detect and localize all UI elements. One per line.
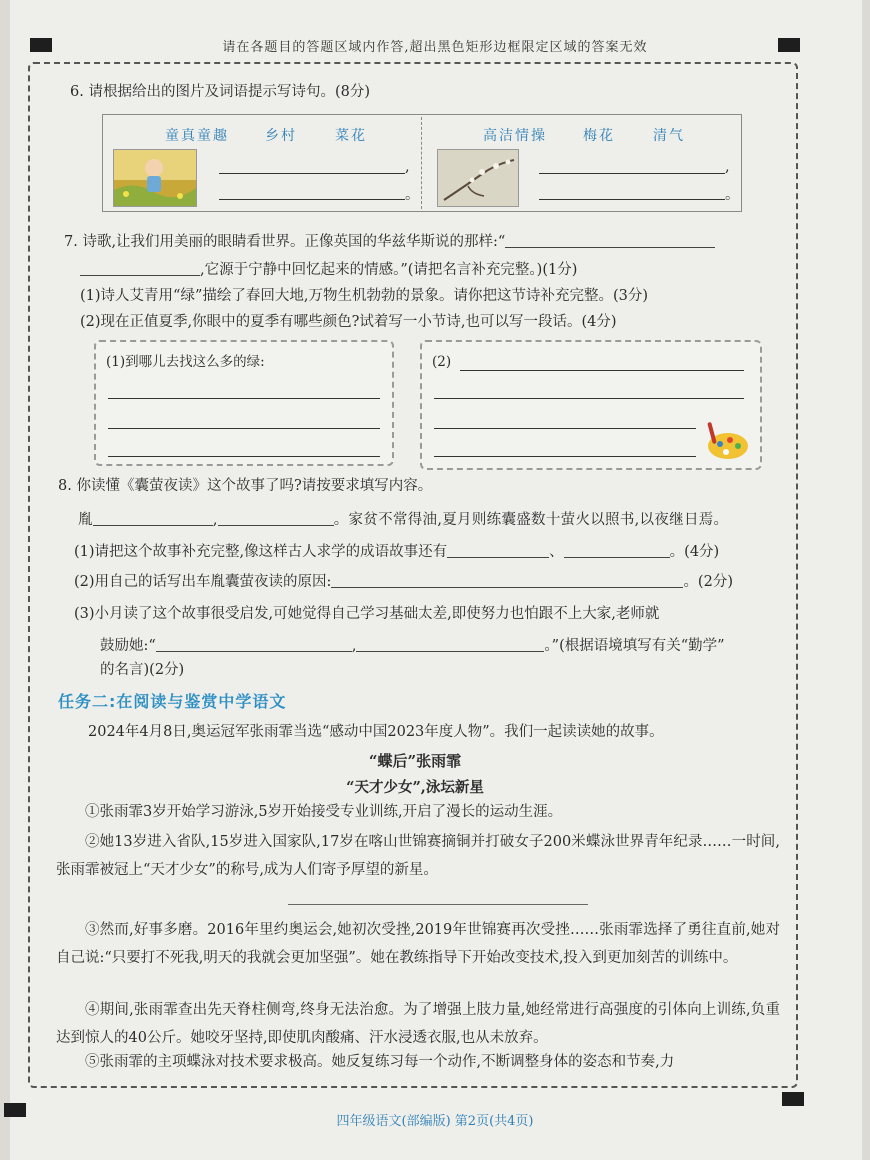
q7-sub2: (2)现在正值夏季,你眼中的夏季有哪些颜色?试着写一小节诗,也可以写一段话。(4分) [80, 314, 617, 330]
answer-area-notice: 请在各题目的答题区域内作答,超出黑色矩形边框限定区域的答案无效 [222, 40, 648, 55]
q8-sub1-sep: 、 [549, 544, 564, 560]
q7-box2-line[interactable] [460, 370, 744, 371]
q6-keyword: 高洁情操 [483, 128, 547, 144]
plum-blossom-picture [437, 149, 519, 207]
palette-icon [704, 420, 750, 462]
q7-stem-text: ,它源于宁静中回忆起来的情感。”(请把名言补充完整。)(1分) [200, 262, 578, 278]
q7-stem-cont [80, 260, 577, 280]
child-in-field-picture [113, 149, 197, 207]
q7-box2-line[interactable] [434, 428, 696, 429]
article-title: “蝶后”张雨霏 [368, 752, 462, 770]
q6-tip-box [102, 114, 742, 212]
q8-story-blank[interactable] [218, 511, 334, 526]
q6-keyword: 清气 [653, 128, 685, 144]
task2-intro: 2024年4月8日,奥运冠军张雨霏当选“感动中国2023年度人物”。我们一起读读她的故事。 [88, 724, 664, 740]
q6-answer-line[interactable] [539, 199, 725, 200]
q8-quote-blank[interactable] [156, 637, 352, 652]
q6-keyword: 童真童趣 [165, 128, 229, 144]
q6-answer-line[interactable] [539, 173, 725, 174]
q7-sub1: (1)诗人艾青用“绿”描绘了春回大地,万物生机勃勃的景象。请你把这节诗补充完整。(3分) [80, 288, 649, 304]
q7-stem [64, 232, 715, 252]
q8-quote-blank[interactable] [356, 637, 544, 652]
task2-title: 任务二:在阅读与鉴赏中学语文 [58, 692, 287, 711]
q7-answer-box-2 [420, 340, 762, 470]
q8-sub3: (3)小月读了这个故事很受启发,可她觉得自己学习基础太差,即使努力也怕跟不上大家,老师就 [74, 606, 660, 622]
article-paragraph: ⑤张雨霏的主项蝶泳对技术要求极高。她反复练习每一个动作,不断调整身体的姿态和节奏,力 [85, 1054, 675, 1070]
q6-answer-line[interactable] [219, 199, 405, 200]
article-paragraph: ③然而,好事多磨。2016年里约奥运会,她初次受挫,2019年世锦赛再次受挫……张雨霏选择了勇往直前,她对自己说:“只要打不死我,明天的我就会更加坚强”。她在教练指导下开始改变技术,投入到更加刻苦的训练中。 [56, 922, 780, 966]
article-subtitle: “天才少女”,泳坛新星 [346, 779, 484, 796]
article-paragraph: ②她13岁进入省队,15岁进入国家队,17岁在喀山世锦赛摘铜并打破女子200米蝶泳世界青年纪录……一时间,张雨霏被冠上“天才少女”的称号,成为人们寄予厚望的新星。 [56, 834, 780, 878]
q8-sub1-end: 。(4分) [669, 544, 720, 560]
q8-sub1-text: (1)请把这个故事补充完整,像这样古人求学的成语故事还有 [74, 544, 448, 560]
q6-punct: 。 [405, 187, 420, 203]
q8-story-end: 。家贫不常得油,夏月则练囊盛数十萤火以照书,以夜继日焉。 [333, 512, 729, 528]
q7-quote-blank[interactable] [505, 233, 715, 248]
registration-mark-bottom-right [782, 1092, 804, 1106]
page-footer: 四年级语文(部编版) 第2页(共4页) [336, 1114, 534, 1129]
q8-story-start: 胤 [78, 512, 93, 528]
q8-reason-blank[interactable] [331, 573, 683, 588]
q6-punct: 。 [725, 187, 740, 203]
q7-box1-line[interactable] [108, 456, 380, 457]
q8-sub3-text: 鼓励她:“ [100, 638, 156, 654]
q8-idiom-blank[interactable] [447, 543, 549, 558]
q6-punct: , [405, 159, 410, 175]
q8-stem: 8. 你读懂《囊萤夜读》这个故事了吗?请按要求填写内容。 [58, 478, 433, 494]
q7-box2-line[interactable] [434, 398, 744, 399]
q7-box1-line[interactable] [108, 398, 380, 399]
q7-box2-label: (2) [432, 354, 452, 370]
q8-sub2-text: (2)用自己的话写出车胤囊萤夜读的原因: [74, 574, 332, 590]
q6-stem: 6. 请根据给出的图片及词语提示写诗句。(8分) [70, 84, 370, 100]
q6-keyword: 乡村 [265, 128, 297, 144]
q8-idiom-blank[interactable] [564, 543, 670, 558]
q8-sub3-cont [100, 636, 725, 656]
q8-sub3-sep: , [351, 638, 357, 654]
q8-sub1 [74, 542, 719, 562]
q7-answer-box-1 [94, 340, 394, 466]
q7-quote-blank[interactable] [80, 261, 200, 276]
article-paragraph: ①张雨霏3岁开始学习游泳,5岁开始接受专业训练,开启了漫长的运动生涯。 [85, 804, 563, 820]
q6-punct: , [725, 159, 730, 175]
q7-stem-text: 7. 诗歌,让我们用美丽的眼睛看世界。正像英国的华兹华斯说的那样:“ [64, 234, 506, 250]
section-divider-line [288, 904, 588, 905]
q8-story-blank[interactable] [93, 511, 213, 526]
article-paragraph: ④期间,张雨霏查出先天脊柱侧弯,终身无法治愈。为了增强上肢力量,她经常进行高强度的引体向上训练,负重达到惊人的40公斤。她咬牙坚持,即使肌肉酸痛、汗水浸透衣服,也从未放弃。 [56, 1002, 780, 1046]
answer-frame [28, 62, 798, 1088]
q8-sub2 [74, 572, 733, 592]
q8-sub3-end: 的名言)(2分) [100, 662, 185, 678]
q6-answer-line[interactable] [219, 173, 405, 174]
q6-tip-divider [421, 117, 422, 209]
q8-sub2-end: 。(2分) [683, 574, 733, 590]
q7-box1-line[interactable] [108, 428, 380, 429]
q6-keyword: 梅花 [583, 128, 615, 144]
q6-keyword: 菜花 [335, 128, 367, 144]
q8-sub3-text: 。”(根据语境填写有关“勤学” [544, 638, 725, 654]
q7-box2-line[interactable] [434, 456, 696, 457]
q8-story: 胤 , 。家贫不常得油,夏月则练囊盛数十萤火以照书,以夜继日焉。 [78, 512, 729, 528]
q7-box1-label: (1)到哪儿去找这么多的绿: [106, 354, 265, 370]
